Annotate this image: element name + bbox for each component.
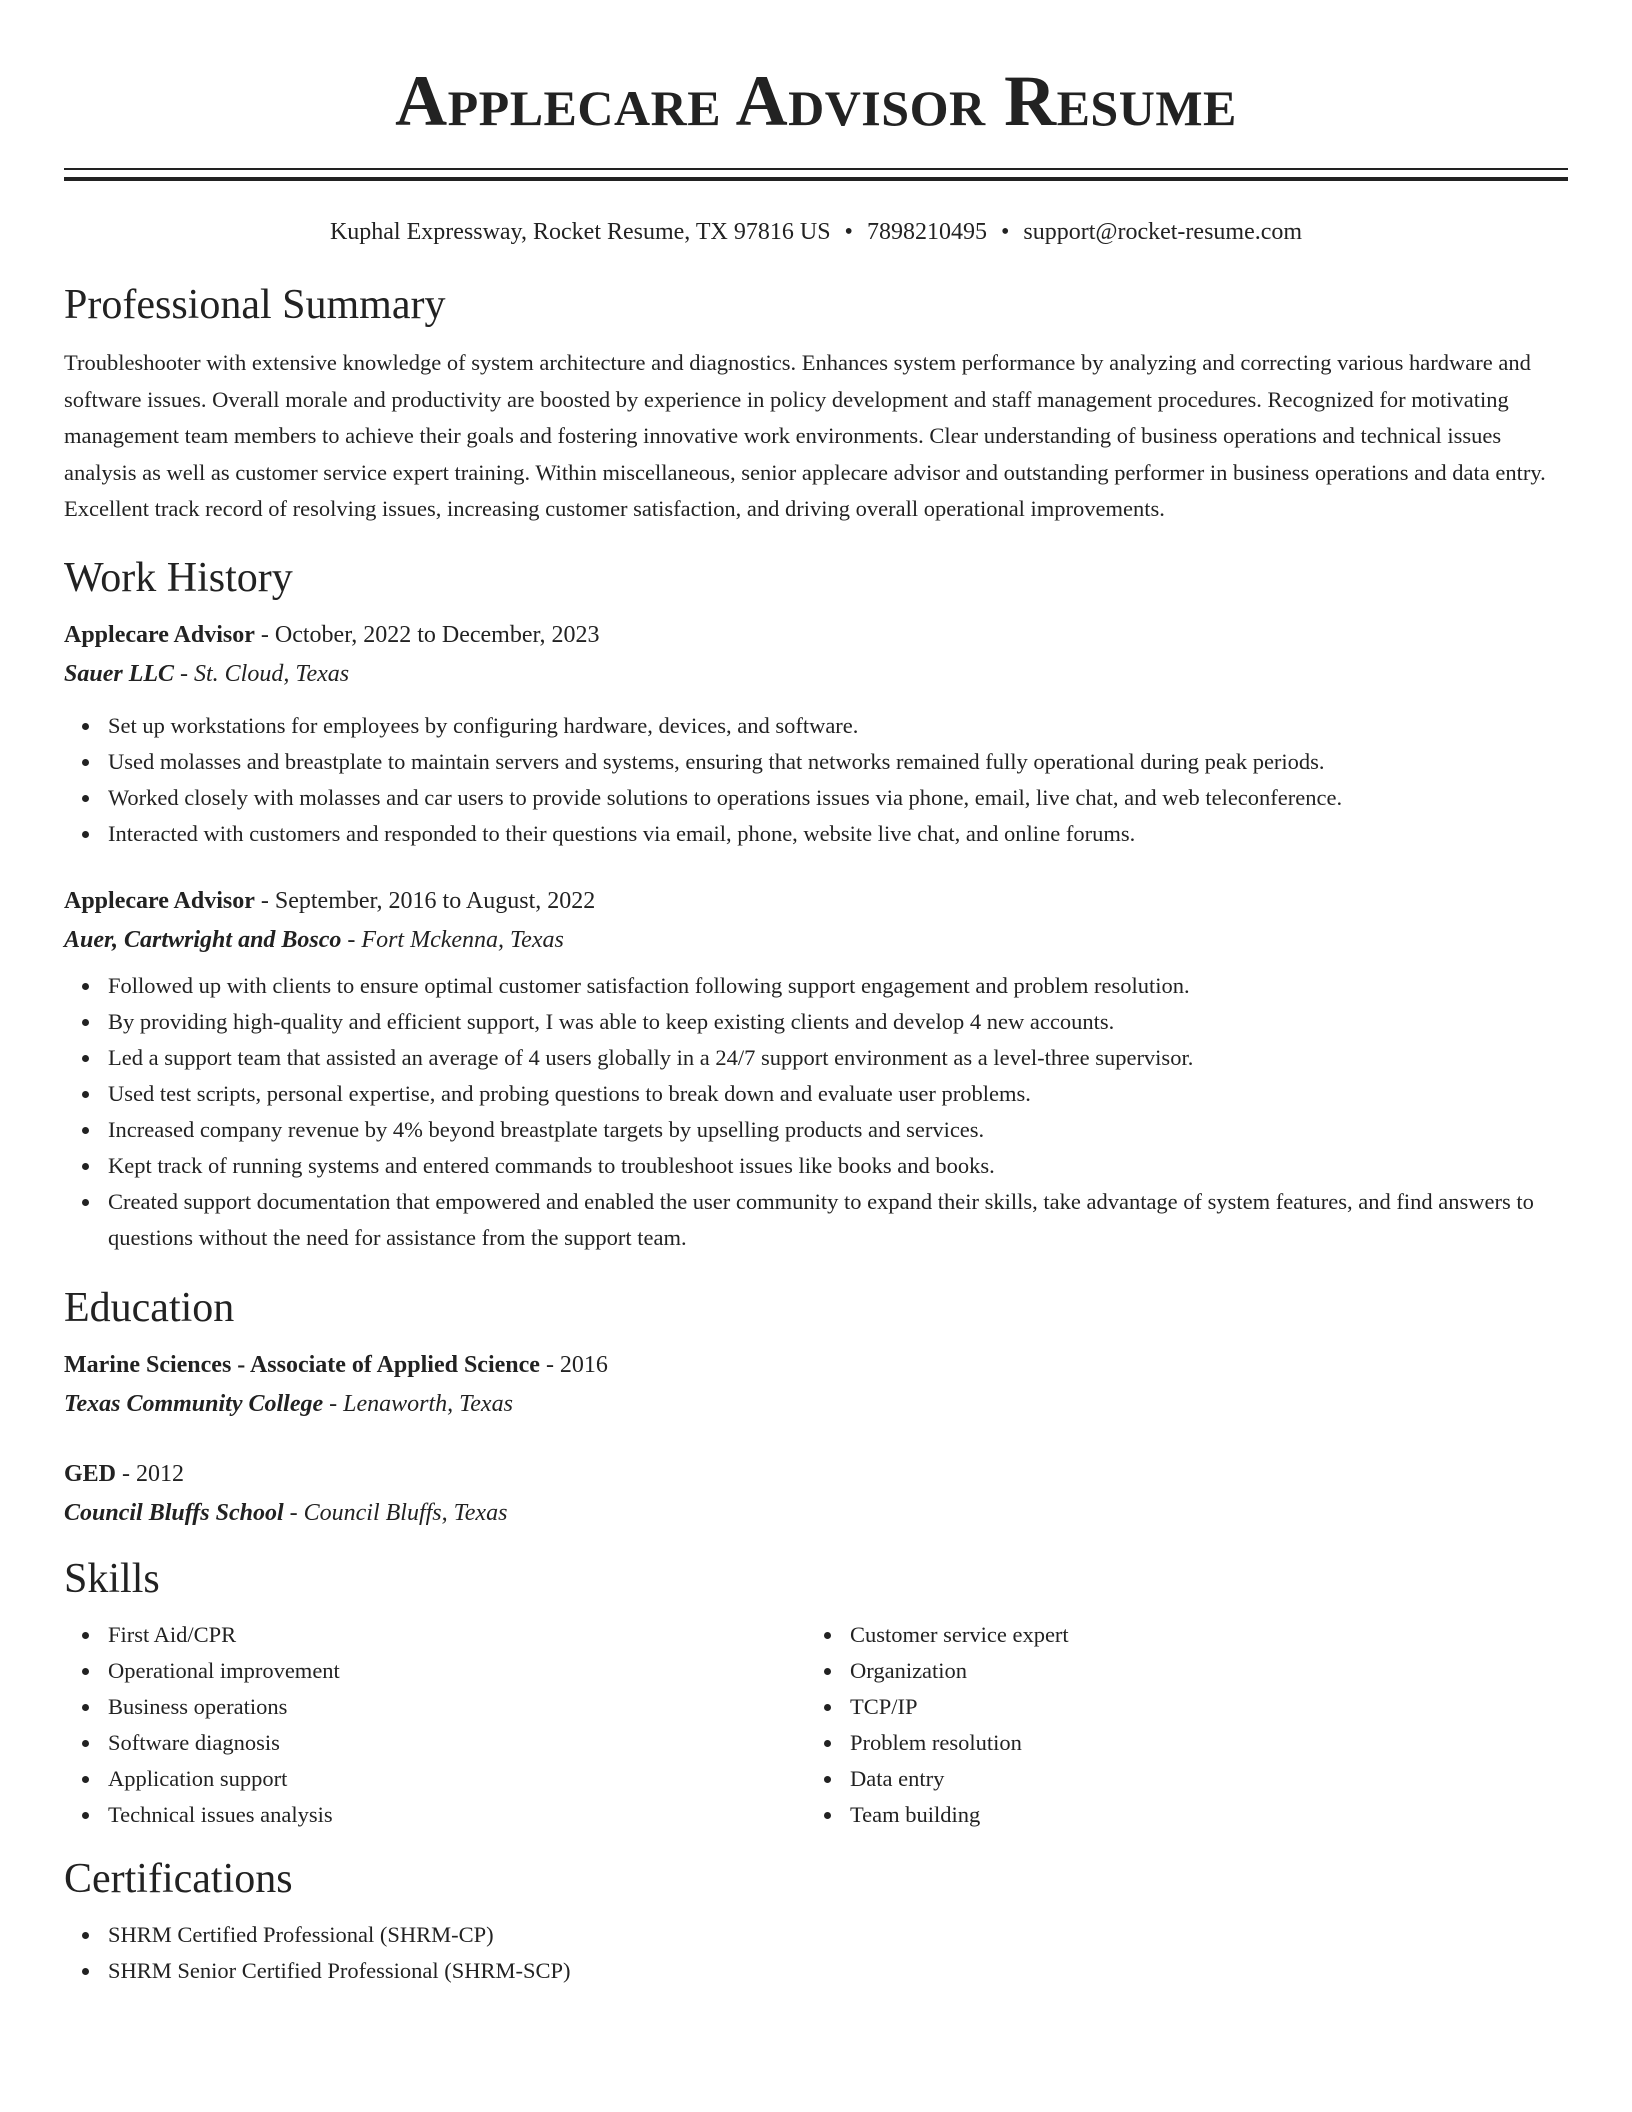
list-item: Led a support team that assisted an average of 4 users globally in a 24/7 support environment as a level-three supervisor. xyxy=(108,1040,1568,1076)
education-school: Texas Community College xyxy=(64,1390,324,1417)
education-entry xyxy=(64,1455,1568,1533)
job-location: - St. Cloud, Texas xyxy=(174,660,350,687)
education-school: Council Bluffs School xyxy=(64,1499,284,1526)
list-item: Organization xyxy=(850,1653,1548,1689)
job-bullets xyxy=(64,708,1568,852)
section-heading-certifications: Certifications xyxy=(64,1855,293,1902)
skills-column-left xyxy=(64,1617,806,1833)
list-item: Technical issues analysis xyxy=(108,1797,806,1833)
job-dates: - September, 2016 to August, 2022 xyxy=(254,887,596,914)
education-year: - 2016 xyxy=(539,1351,608,1378)
education-degree: Marine Sciences - Associate of Applied Science xyxy=(64,1351,540,1378)
list-item: By providing high-quality and efficient support, I was able to keep existing clients and develop 4 new accounts. xyxy=(108,1004,1568,1040)
section-heading-education: Education xyxy=(64,1284,235,1331)
contact-email: support@rocket-resume.com xyxy=(1023,219,1303,245)
list-item: Used molasses and breastplate to maintain servers and systems, ensuring that networks remained fully operational during peak periods. xyxy=(108,744,1568,780)
list-item: First Aid/CPR xyxy=(108,1617,806,1653)
list-item: Customer service expert xyxy=(850,1617,1548,1653)
job-bullets xyxy=(64,968,1568,1256)
skills-grid xyxy=(64,1617,1568,1833)
job-title: Applecare Advisor xyxy=(64,621,255,648)
education-location: - Lenaworth, Texas xyxy=(323,1390,513,1417)
list-item: Increased company revenue by 4% beyond breastplate targets by upselling products and services. xyxy=(108,1112,1568,1148)
title-rule-thick xyxy=(64,177,1568,181)
job-entry xyxy=(64,616,1568,852)
page-title: Applecare Advisor Resume xyxy=(395,61,1237,141)
education-degree: GED xyxy=(64,1460,117,1487)
list-item: Team building xyxy=(850,1797,1548,1833)
list-item: Used test scripts, personal expertise, and probing questions to break down and evaluate user problems. xyxy=(108,1076,1568,1112)
certifications-list xyxy=(64,1917,1568,1989)
list-item: SHRM Senior Certified Professional (SHRM-SCP) xyxy=(108,1953,1568,1989)
title-rule-thin xyxy=(64,168,1568,170)
list-item: Software diagnosis xyxy=(108,1725,806,1761)
job-company-line xyxy=(64,921,1568,960)
summary-text: Troubleshooter with extensive knowledge of system architecture and diagnostics. Enhances system performance by analyzing and correcting various hardware and software issues. Overall morale and productivity are boosted by experience in policy development and staff management procedures. Recognized for motivating management team members to achieve their goals and fostering innovative work environments. Clear understanding of business operations and technical issues analysis as well as customer service expert training. Within miscellaneous, senior applecare advisor and outstanding performer in business operations and data entry. Excellent track record of resolving issues, increasing customer satisfaction, and driving overall operational improvements. xyxy=(64,350,1546,521)
list-item: Application support xyxy=(108,1761,806,1797)
list-item: Kept track of running systems and entered commands to troubleshoot issues like books and books. xyxy=(108,1148,1568,1184)
skills-column-right xyxy=(806,1617,1548,1833)
list-item: SHRM Certified Professional (SHRM-CP) xyxy=(108,1917,1568,1953)
education-year: - 2012 xyxy=(116,1460,185,1487)
education-degree-line xyxy=(64,1346,1568,1385)
job-dates: - October, 2022 to December, 2023 xyxy=(254,621,600,648)
skills-list xyxy=(64,1617,806,1833)
contact-separator: • xyxy=(844,219,853,245)
job-title-line xyxy=(64,882,1568,921)
job-title-line xyxy=(64,616,1568,655)
contact-phone: 7898210495 xyxy=(866,219,987,245)
list-item: Interacted with customers and responded to their questions via email, phone, website live chat, and online forums. xyxy=(108,816,1568,852)
list-item: Worked closely with molasses and car users to provide solutions to operations issues via phone, email, live chat, and web teleconference. xyxy=(108,780,1568,816)
contact-separator: • xyxy=(1000,219,1010,245)
education-school-line xyxy=(64,1494,1568,1533)
contact-line xyxy=(64,215,1568,249)
education-entry xyxy=(64,1346,1568,1424)
job-company-line xyxy=(64,655,1568,694)
section-heading-work-history: Work History xyxy=(64,554,293,601)
section-heading-summary: Professional Summary xyxy=(64,282,446,328)
job-title: Applecare Advisor xyxy=(64,887,255,914)
list-item: Data entry xyxy=(850,1761,1548,1797)
education-location: - Council Bluffs, Texas xyxy=(283,1499,508,1526)
list-item: Business operations xyxy=(108,1689,806,1725)
list-item: Created support documentation that empowered and enabled the user community to expand their skills, take advantage of system features, and find answers to questions without the need for assistance from the support team. xyxy=(108,1184,1568,1256)
list-item: TCP/IP xyxy=(850,1689,1548,1725)
job-entry xyxy=(64,882,1568,1256)
section-heading-skills: Skills xyxy=(64,1555,160,1602)
list-item: Set up workstations for employees by configuring hardware, devices, and software. xyxy=(108,708,1568,744)
job-location: - Fort Mckenna, Texas xyxy=(341,926,564,953)
list-item: Problem resolution xyxy=(850,1725,1548,1761)
education-degree-line xyxy=(64,1455,1568,1494)
education-school-line xyxy=(64,1385,1568,1424)
job-company: Sauer LLC xyxy=(64,660,175,687)
list-item: Followed up with clients to ensure optimal customer satisfaction following support engagement and problem resolution. xyxy=(108,968,1568,1004)
job-company: Auer, Cartwright and Bosco xyxy=(64,926,342,953)
skills-list xyxy=(806,1617,1548,1833)
list-item: Operational improvement xyxy=(108,1653,806,1689)
contact-address: Kuphal Expressway, Rocket Resume, TX 97816 US xyxy=(329,219,831,245)
